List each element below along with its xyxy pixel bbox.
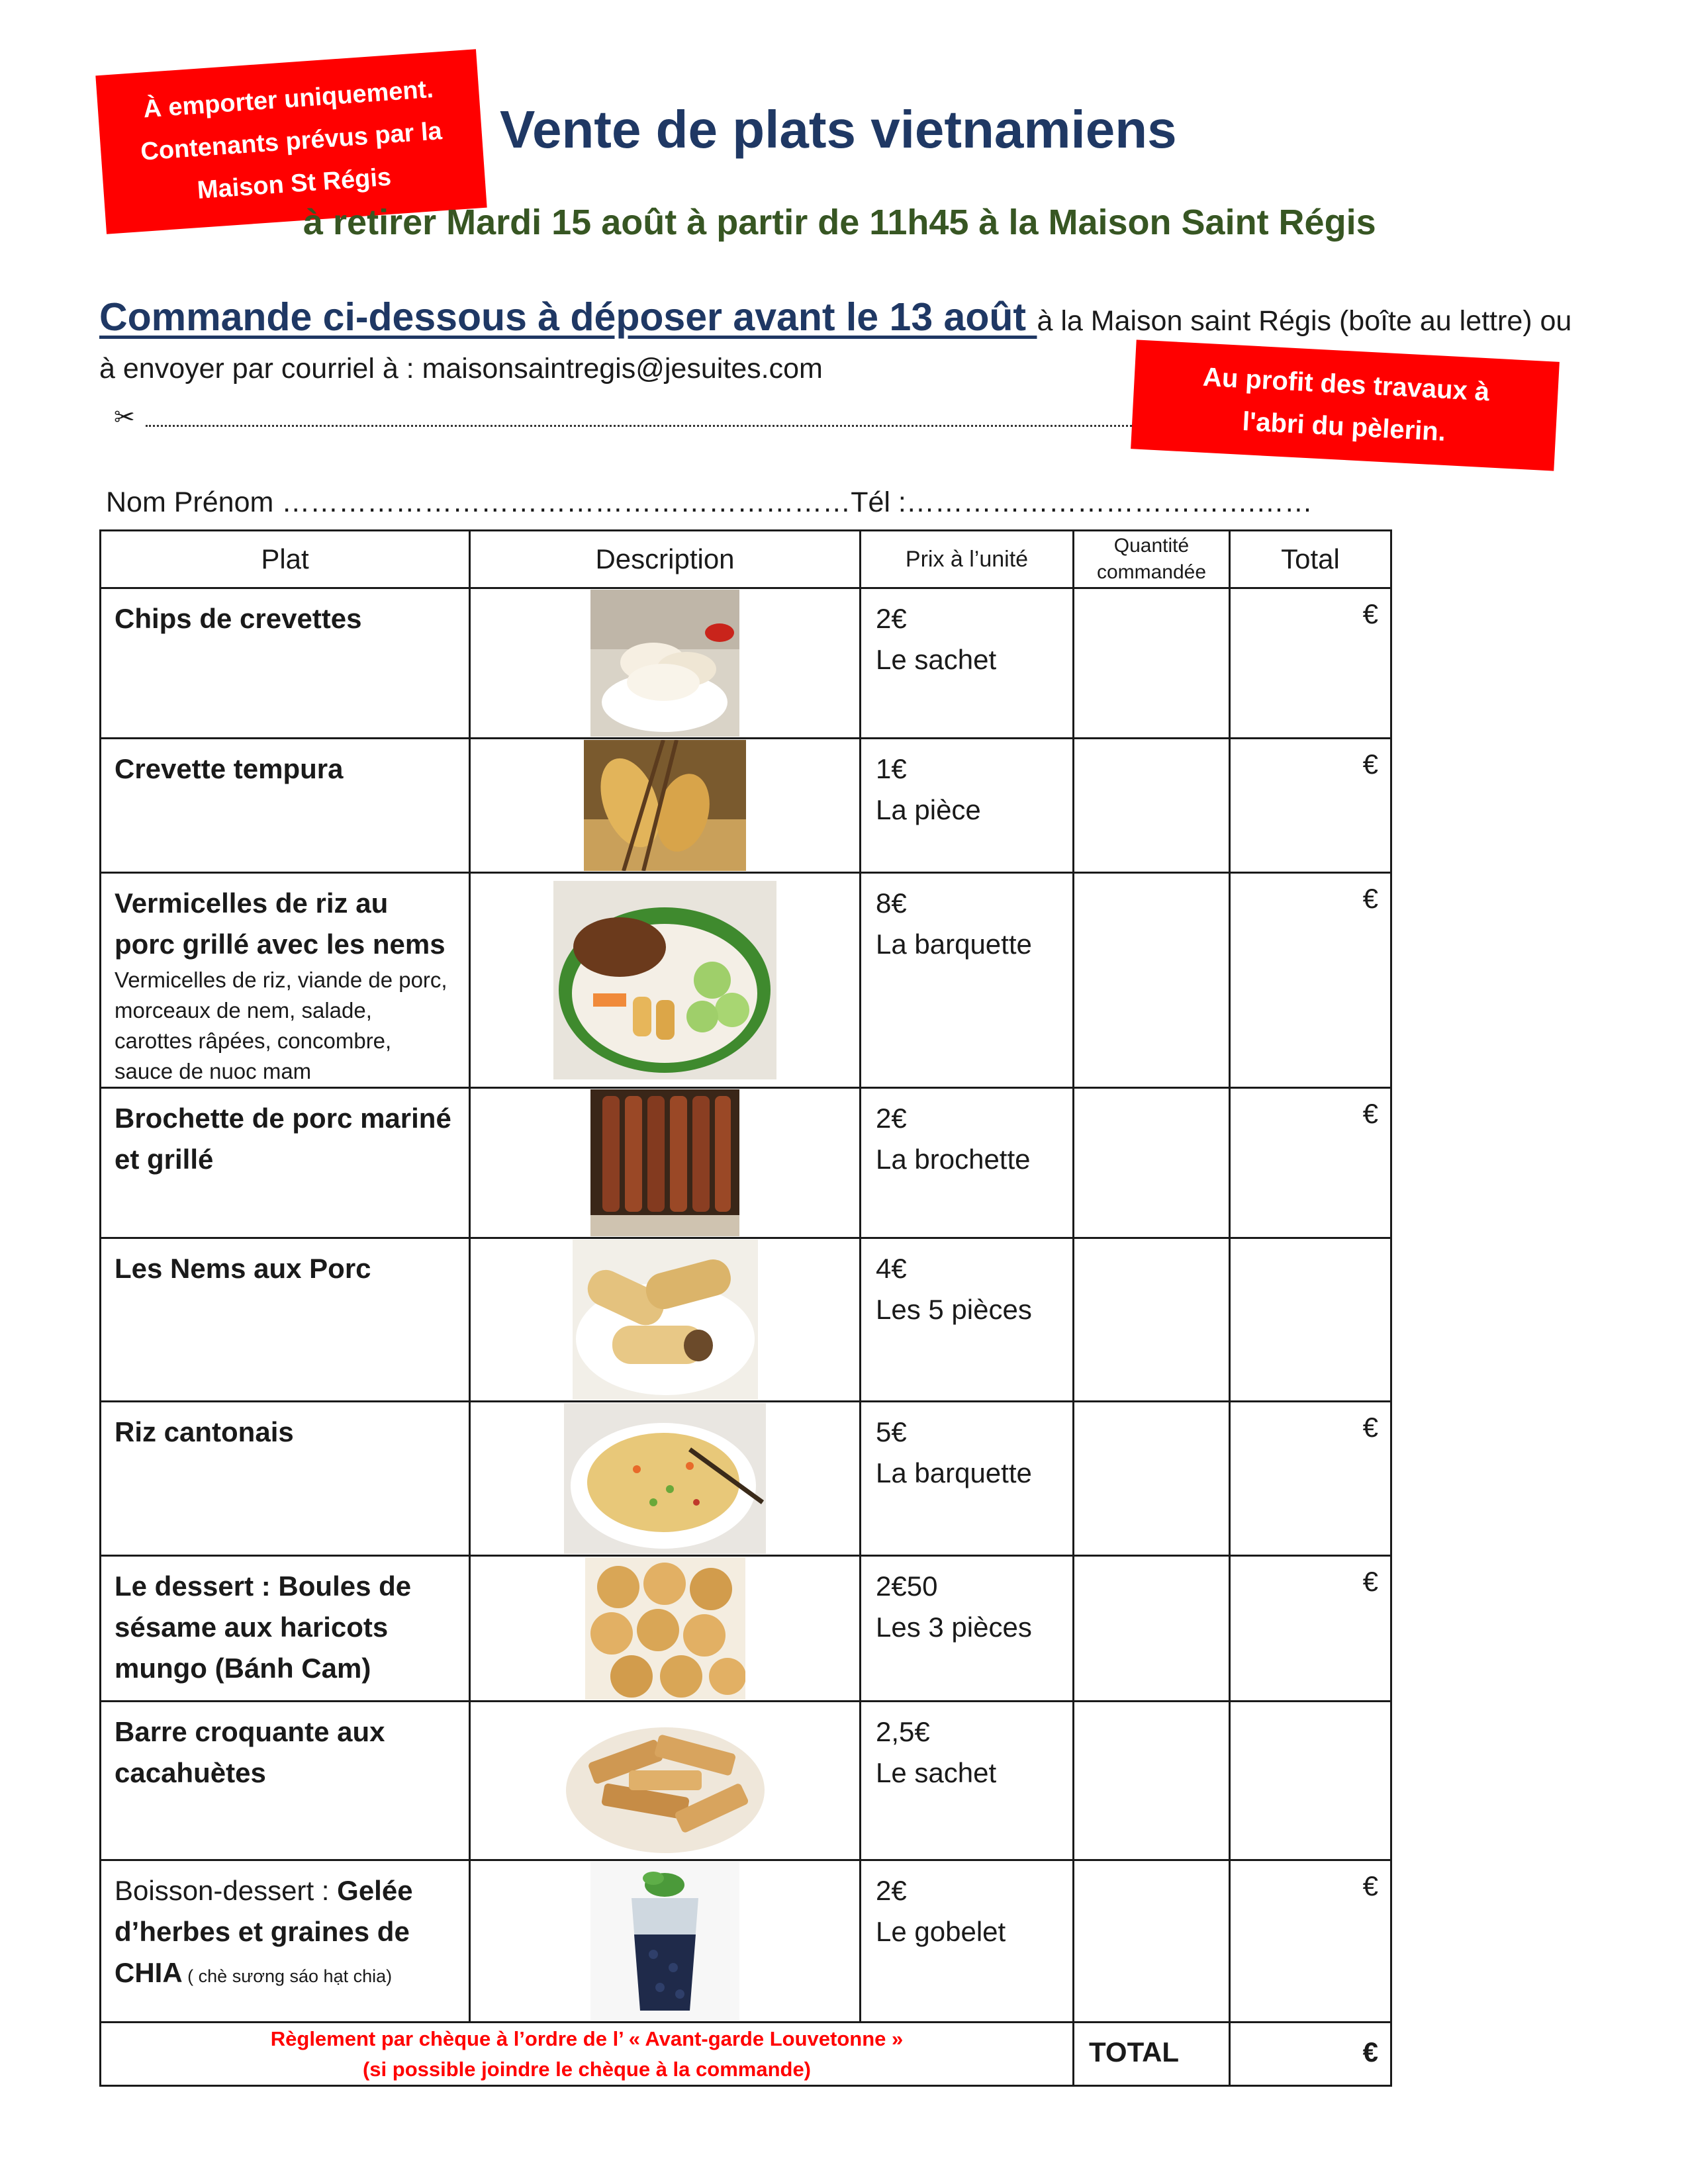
line-total[interactable]: € <box>1230 873 1391 1088</box>
dish-image-cell <box>470 1088 861 1238</box>
unit-price: 2€ <box>876 1875 907 1906</box>
unit-label: La pièce <box>876 794 981 825</box>
dish-name-cell <box>101 873 470 1088</box>
takeaway-line-2: Contenants prévus par la <box>140 117 443 166</box>
benefit-line-2: l'abri du pèlerin. <box>1241 406 1446 447</box>
shrimp-chips-photo <box>590 590 739 737</box>
dish-name: Barre croquante aux cacahuètes <box>101 1702 470 1860</box>
line-total[interactable]: € <box>1230 1556 1391 1702</box>
cut-line <box>99 404 1132 432</box>
total-label: TOTAL <box>1074 2023 1230 2086</box>
unit-price: 5€ <box>876 1416 907 1447</box>
dish-image-cell <box>470 739 861 873</box>
header-total: Total <box>1230 531 1391 588</box>
price-cell <box>861 1556 1074 1702</box>
dish-prefix: Boisson-dessert : <box>115 1875 338 1906</box>
table-footer-row <box>101 2023 1391 2086</box>
quantity-cell[interactable] <box>1074 1088 1230 1238</box>
line-total[interactable]: € <box>1230 1860 1391 2023</box>
table-row <box>101 1556 1391 1702</box>
unit-price: 4€ <box>876 1253 907 1284</box>
table-row <box>101 1860 1391 2023</box>
table-row <box>101 588 1391 739</box>
unit-price: 2,5€ <box>876 1716 930 1747</box>
unit-label: Les 3 pièces <box>876 1612 1032 1643</box>
line-total[interactable]: € <box>1230 588 1391 739</box>
dish-image-cell <box>470 1860 861 2023</box>
unit-label: La barquette <box>876 929 1032 960</box>
header-description: Description <box>470 531 861 588</box>
chia-jelly-drink-photo <box>590 1862 739 2021</box>
quantity-cell[interactable] <box>1074 739 1230 873</box>
order-deadline: Commande ci-dessous à déposer avant le 13 août <box>99 295 1037 339</box>
dish-image-cell <box>470 588 861 739</box>
line-total[interactable] <box>1230 1702 1391 1860</box>
unit-label: La brochette <box>876 1144 1031 1175</box>
dish-name: Gelée d’herbes et graines de CHIA <box>115 1875 413 1988</box>
table-header-row <box>101 531 1391 588</box>
unit-price: 2€ <box>876 603 907 634</box>
quantity-cell[interactable] <box>1074 1238 1230 1402</box>
order-table <box>99 529 1392 2087</box>
takeaway-line-3: Maison St Régis <box>196 163 393 205</box>
dotted-divider <box>146 425 1132 427</box>
dish-name: Le dessert : Boules de sésame aux haricots mungo (Bánh Cam) <box>101 1556 470 1702</box>
unit-price: 2€50 <box>876 1570 938 1602</box>
dish-name: Chips de crevettes <box>101 588 470 739</box>
order-location: à la Maison saint Régis (boîte au lettre) ou <box>1037 305 1572 337</box>
pork-skewers-photo <box>590 1089 739 1236</box>
peanut-brittle-photo <box>563 1704 768 1858</box>
benefit-stamp <box>1131 340 1560 471</box>
unit-price: 1€ <box>876 753 907 784</box>
dish-name: Vermicelles de riz au porc grillé avec les nems <box>115 887 445 960</box>
benefit-line-1: Au profit des travaux à <box>1202 362 1491 406</box>
price-cell <box>861 873 1074 1088</box>
header-prix: Prix à l’unité <box>861 531 1074 588</box>
table-row <box>101 1238 1391 1402</box>
sesame-balls-photo <box>585 1557 745 1700</box>
payment-note: (si possible joindre le chèque à la commande) <box>362 2057 812 2081</box>
quantity-cell[interactable] <box>1074 873 1230 1088</box>
line-total[interactable]: € <box>1230 1088 1391 1238</box>
dish-name: Brochette de porc mariné et grillé <box>101 1088 470 1238</box>
price-cell <box>861 1702 1074 1860</box>
email-instructions: à envoyer par courriel à : maisonsaintregis@jesuites.com <box>99 353 823 385</box>
name-phone-field[interactable]: Nom Prénom ……………………………………………………Tél :……………………………….…… <box>106 486 1313 518</box>
unit-label: La barquette <box>876 1457 1032 1488</box>
dish-image-cell <box>470 1702 861 1860</box>
payment-cell <box>101 2023 1074 2086</box>
unit-label: Le sachet <box>876 644 997 675</box>
table-row <box>101 1088 1391 1238</box>
line-total[interactable] <box>1230 1238 1391 1402</box>
quantity-cell[interactable] <box>1074 1402 1230 1556</box>
table-row <box>101 873 1391 1088</box>
dish-note: ( chè sương sáo hạt chia) <box>182 1966 393 1986</box>
price-cell <box>861 739 1074 873</box>
unit-price: 2€ <box>876 1103 907 1134</box>
dish-image-cell <box>470 1556 861 1702</box>
rice-vermicelli-bowl-photo <box>553 881 776 1079</box>
line-total[interactable]: € <box>1230 1402 1391 1556</box>
dish-name: Riz cantonais <box>101 1402 470 1556</box>
pickup-subtitle: à retirer Mardi 15 août à partir de 11h45 à la Maison Saint Régis <box>303 203 1376 242</box>
payment-instructions: Règlement par chèque à l’ordre de l’ « Avant-garde Louvetonne » <box>270 2026 904 2050</box>
unit-label: Le sachet <box>876 1757 997 1788</box>
unit-label: Le gobelet <box>876 1916 1006 1947</box>
table-row <box>101 1402 1391 1556</box>
price-cell <box>861 1088 1074 1238</box>
quantity-cell[interactable] <box>1074 1860 1230 2023</box>
price-cell <box>861 1238 1074 1402</box>
price-cell <box>861 1860 1074 2023</box>
quantity-cell[interactable] <box>1074 588 1230 739</box>
quantity-cell[interactable] <box>1074 1556 1230 1702</box>
takeaway-line-1: À emporter uniquement. <box>142 75 435 124</box>
dish-name: Les Nems aux Porc <box>101 1238 470 1402</box>
dish-image-cell <box>470 873 861 1088</box>
dish-image-cell <box>470 1238 861 1402</box>
fried-rice-photo <box>564 1403 766 1554</box>
unit-label: Les 5 pièces <box>876 1294 1032 1325</box>
order-instructions <box>99 295 1571 340</box>
header-quantite: Quantité commandée <box>1074 531 1230 588</box>
dish-name-cell <box>101 1860 470 2023</box>
quantity-cell[interactable] <box>1074 1702 1230 1860</box>
price-cell <box>861 1402 1074 1556</box>
table-row <box>101 739 1391 873</box>
dish-description: Vermicelles de riz, viande de porc, morceaux de nem, salade, carottes râpées, concombre, sauce de nuoc mam <box>115 968 447 1083</box>
grand-total[interactable]: € <box>1230 2023 1391 2086</box>
dish-image-cell <box>470 1402 861 1556</box>
header-plat: Plat <box>101 531 470 588</box>
scissors-icon: ✂ <box>114 404 135 432</box>
price-cell <box>861 588 1074 739</box>
table-row <box>101 1702 1391 1860</box>
tempura-shrimp-photo <box>584 740 746 871</box>
dish-name: Crevette tempura <box>101 739 470 873</box>
unit-price: 8€ <box>876 887 907 919</box>
page-title: Vente de plats vietnamiens <box>500 100 1177 159</box>
spring-rolls-photo <box>573 1240 758 1400</box>
line-total[interactable]: € <box>1230 739 1391 873</box>
